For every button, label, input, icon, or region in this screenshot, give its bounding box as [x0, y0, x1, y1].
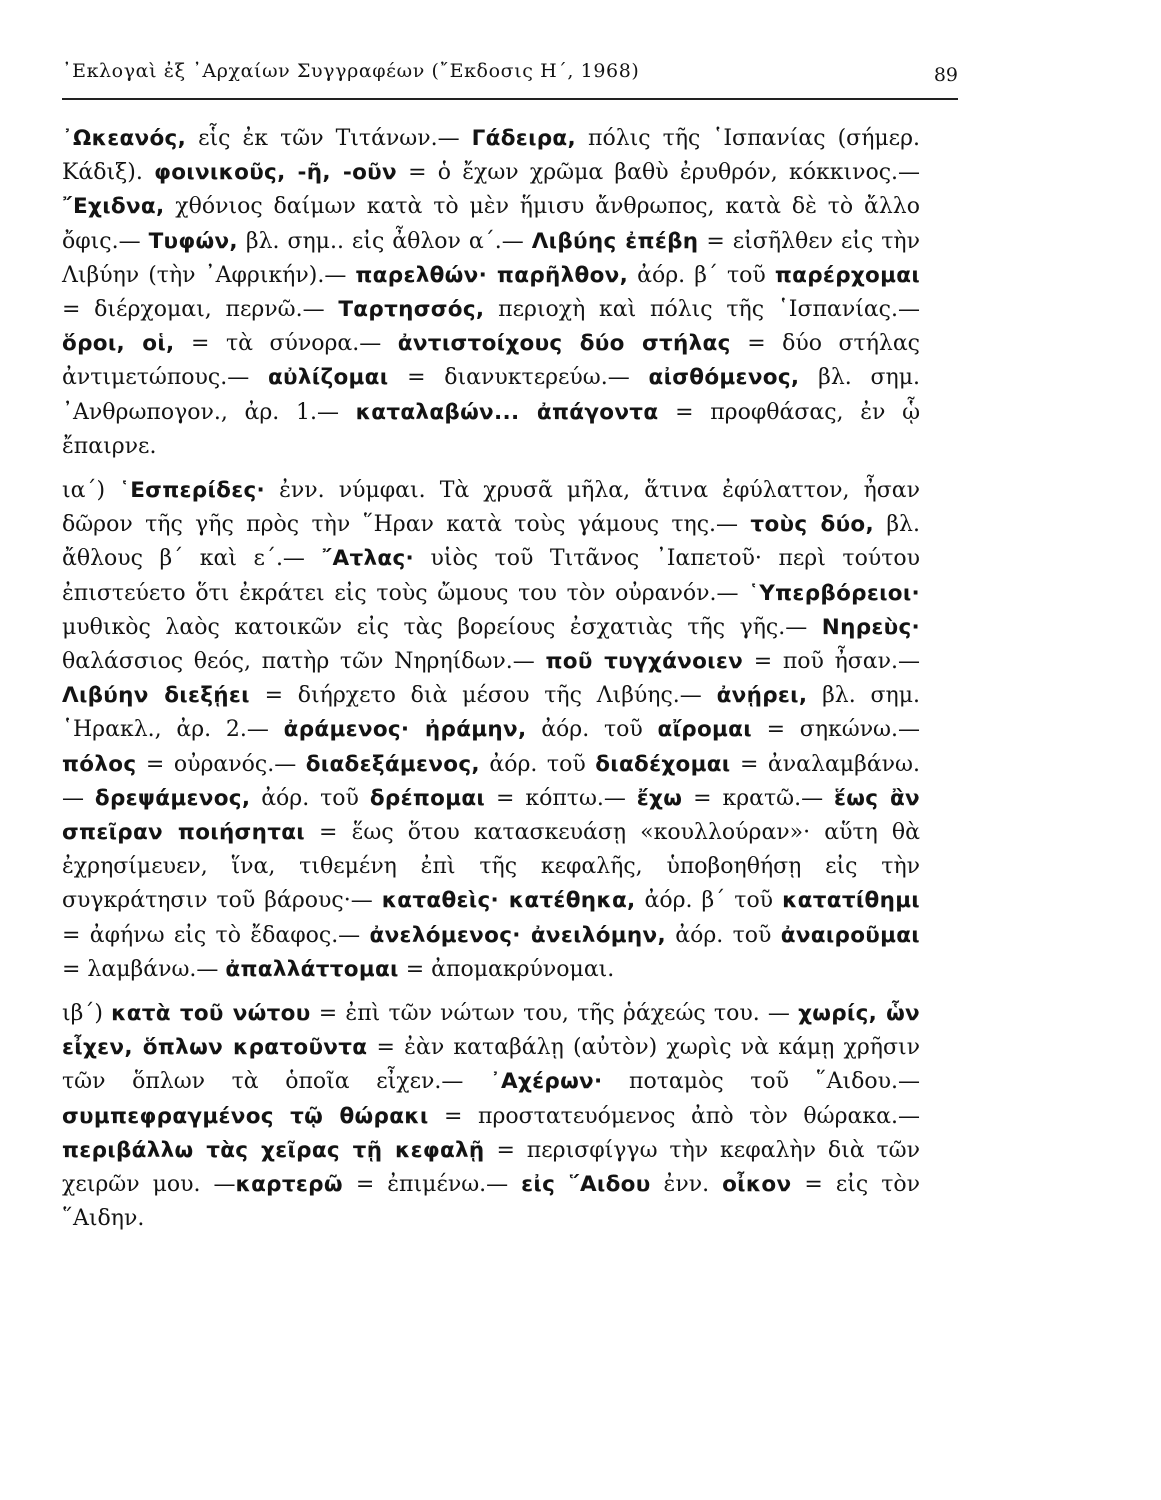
gloss-text: ἀόρ. τοῦ — [250, 785, 370, 811]
gloss-text: = ἐπὶ τῶν νώτων του, τῆς ῥάχεώς του. — — [310, 1001, 799, 1027]
lemma-term: Νηρεὺς· — [821, 614, 920, 640]
lemma-term: χωρίς, ὧν εἶχεν, ὅπλων κρατοῦντα — [62, 1001, 921, 1061]
gloss-text: ἐνν. — [650, 1172, 723, 1198]
gloss-text: ἀόρ. β΄ τοῦ — [635, 888, 783, 914]
gloss-text: = ἐπιμένω.— — [342, 1172, 522, 1198]
lemma-term: ᾿Αχέρων· — [489, 1069, 603, 1095]
gloss-text: = δύο στήλας ἀντιμετώπους.— — [62, 331, 920, 391]
gloss-text: = τὰ σύνορα.— — [174, 331, 398, 357]
gloss-text: = λαμβάνω.— — [62, 956, 226, 982]
paragraph — [62, 122, 920, 464]
lemma-term: ῎Εχιδνα, — [62, 194, 165, 220]
paragraph — [62, 474, 920, 987]
gloss-text: = ἀπομακρύνομαι. — [398, 956, 615, 982]
lemma-term: περιβάλλω τὰς χεῖρας τῇ κεφαλῇ — [62, 1137, 485, 1163]
lemma-term: δρεψάμενος, — [94, 785, 251, 811]
gloss-text: = περισφίγγω τὴν κεφαλὴν διὰ τῶν χειρῶν μου. — — [62, 1137, 920, 1198]
gloss-text: ιβ΄) — [62, 1001, 112, 1027]
lemma-term: τοὺς δύο, — [750, 512, 874, 538]
lemma-term: ᾿Ωκεανός, — [62, 126, 187, 151]
gloss-text: = κρατῶ.— — [682, 785, 834, 811]
gloss-text: βλ. σημ.. εἰς ἆθλον α΄.— — [237, 228, 532, 254]
lemma-term: ἀράμενος· ἠράμην, — [283, 717, 527, 743]
gloss-text: θαλάσσιος θεός, πατὴρ τῶν Νηρηίδων.— — [62, 649, 546, 675]
gloss-text: ια΄) — [62, 478, 120, 504]
lemma-term: διαδεξάμενος, — [305, 751, 480, 777]
gloss-text: ἀόρ. τοῦ — [665, 922, 781, 948]
lemma-term: πόλος — [62, 751, 137, 777]
lemma-term: δρέπομαι — [369, 785, 486, 811]
gloss-text: = ἀναλαμβάνω.— — [62, 751, 920, 811]
lemma-term: ἀνελόμενος· ἀνειλόμην, — [369, 922, 666, 948]
lemma-term: ῾Υπερβόρειοι· — [748, 580, 920, 606]
lemma-term: ποῦ τυγχάνοιεν — [545, 649, 744, 675]
gloss-text: χθόνιος δαίμων κατὰ τὸ μὲν ἥμισυ ἄνθρωπος, κατὰ δὲ τὸ ἄλλο ὄφις.— — [62, 194, 920, 254]
gloss-text: ἀόρ. β΄ τοῦ — [628, 262, 775, 288]
lemma-term: ὅροι, οἱ, — [62, 331, 175, 357]
gloss-text: = ἀφήνω εἰς τὸ ἔδαφος.— — [62, 922, 370, 948]
gloss-text: = ἕως ὅτου κατασκευάσῃ «κουλλούραν»· αὕτη θὰ ἐχρησίμευεν, ἵνα, τιθεμένη ἐπὶ τῆς κεφαλῆς, ὑποβοηθήσῃ εἰς τὴν συγκράτησιν τοῦ βάρους·— — [62, 820, 920, 914]
lemma-term: κατὰ τοῦ νώτου — [111, 1001, 311, 1027]
lemma-term: κατατίθημι — [782, 888, 920, 914]
gloss-text: = διήρχετο διὰ μέσου τῆς Λιβύης.— — [249, 683, 717, 709]
lemma-term: ῎Ατλας· — [321, 546, 414, 572]
gloss-text: μυθικὸς λαὸς κατοικῶν εἰς τὰς βορείους ἐσχατιὰς τῆς γῆς.— — [62, 614, 822, 640]
lemma-term: αὐλίζομαι — [267, 365, 389, 391]
lemma-term: Ταρτησσός, — [338, 297, 485, 323]
lemma-term: Τυφών, — [148, 228, 238, 254]
lemma-term: Λιβύην διεξῄει — [62, 683, 250, 709]
gloss-text: ἀόρ. τοῦ — [526, 717, 658, 743]
lemma-term: καρτερῶ — [235, 1172, 343, 1198]
lemma-term: παρέρχομαι — [774, 262, 920, 288]
lemma-term: ἀναιροῦμαι — [780, 922, 920, 948]
lemma-term: αἰσθόμενος, — [648, 365, 800, 391]
lemma-term: ἀντιστοίχους δύο στήλας — [397, 331, 731, 357]
running-header — [62, 58, 958, 100]
lemma-term: διαδέχομαι — [595, 751, 731, 777]
lemma-term: οἶκον — [722, 1172, 792, 1198]
lemma-term: καταθεὶς· κατέθηκα, — [381, 888, 636, 914]
lemma-term: αἴρομαι — [657, 717, 752, 743]
gloss-text: = σηκώνω.— — [751, 717, 920, 743]
gloss-text: βλ. σημ. ᾿Ανθρωπογον., ἀρ. 1.— — [62, 365, 920, 425]
lemma-term: καταλαβών... ἀπάγοντα — [355, 399, 659, 425]
gloss-text: υἱὸς τοῦ Τιτᾶνος ᾿Ιαπετοῦ· περὶ τούτου ἐπιστεύετο ὅτι ἐκράτει εἰς τοὺς ὤμους του τὸν οὐρανόν.— — [62, 546, 920, 606]
lemma-term: Λιβύης ἐπέβη — [531, 228, 699, 254]
lemma-term: Γάδειρα, — [471, 126, 576, 151]
gloss-text: περιοχὴ καὶ πόλις τῆς ῾Ισπανίας.— — [484, 297, 920, 323]
gloss-text: = εἰσῆλθεν εἰς τὴν Λιβύην (τὴν ᾿Αφρικήν).— — [62, 228, 920, 288]
lemma-term: ἀνῄρει, — [716, 683, 808, 709]
commentary-text — [62, 122, 920, 1237]
gloss-text: ποταμὸς τοῦ ῞Αιδου.— — [602, 1069, 920, 1095]
lemma-term: ῾Εσπερίδες· — [119, 478, 266, 504]
gloss-text: = κόπτω.— — [485, 785, 637, 811]
paragraph — [62, 997, 920, 1236]
gloss-text: βλ. ἄθλους β΄ καὶ ε΄.— — [62, 512, 920, 572]
gloss-text: = προστατευόμενος ἀπὸ τὸν θώρακα.— — [428, 1103, 920, 1129]
lemma-term: εἰς ῞Αιδου — [521, 1172, 651, 1198]
gloss-text: ἀόρ. τοῦ — [479, 751, 596, 777]
gloss-text: = διέρχομαι, περνῶ.— — [62, 297, 339, 323]
gloss-text: = προφθάσας, ἐν ᾧ ἔπαιρνε. — [62, 399, 921, 459]
lemma-term: συμπεφραγμένος τῷ θώρακι — [62, 1103, 429, 1129]
page-number: 89 — [933, 64, 958, 86]
gloss-text: = οὐρανός.— — [136, 751, 306, 777]
gloss-text: = ποῦ ἦσαν.— — [743, 649, 920, 675]
gloss-text: πόλις τῆς ῾Ισπανίας (σήμερ. Κάδιξ). — [62, 126, 920, 186]
lemma-term: ἔχω — [636, 785, 683, 811]
gloss-text: βλ. σημ. ῾Ηρακλ., ἀρ. 2.— — [62, 683, 920, 743]
lemma-term: παρελθών· παρῆλθον, — [355, 262, 629, 288]
gloss-text: = εἰς τὸν ῞Αιδην. — [62, 1172, 920, 1232]
gloss-text: = ὁ ἔχων χρῶμα βαθὺ ἐρυθρόν, κόκκινος.— — [396, 160, 921, 186]
lemma-term: φοινικοῦς, -ῆ, -οῦν — [154, 160, 397, 186]
book-title: ᾿Εκλογαὶ ἐξ ᾿Αρχαίων Συγγραφέων (῎Εκδοσις Η΄, 1968) — [62, 60, 640, 82]
gloss-text: = διανυκτερεύω.— — [388, 365, 649, 391]
gloss-text: ἐνν. νύμφαι. Τὰ χρυσᾶ μῆλα, ἅτινα ἐφύλαττον, ἦσαν δῶρον τῆς γῆς πρὸς τὴν ῞Ηραν κατὰ τοὺς γάμους της.— — [62, 478, 920, 538]
gloss-text: = ἐὰν καταβάλῃ (αὐτὸν) χωρὶς νὰ κάμῃ χρῆσιν τῶν ὅπλων τὰ ὁποῖα εἶχεν.— — [62, 1035, 920, 1095]
lemma-term: ἕως ἂν σπεῖραν ποιήσηται — [62, 785, 920, 846]
gloss-text: εἷς ἐκ τῶν Τιτάνων.— — [186, 126, 472, 151]
lemma-term: ἀπαλλάττομαι — [225, 956, 399, 982]
